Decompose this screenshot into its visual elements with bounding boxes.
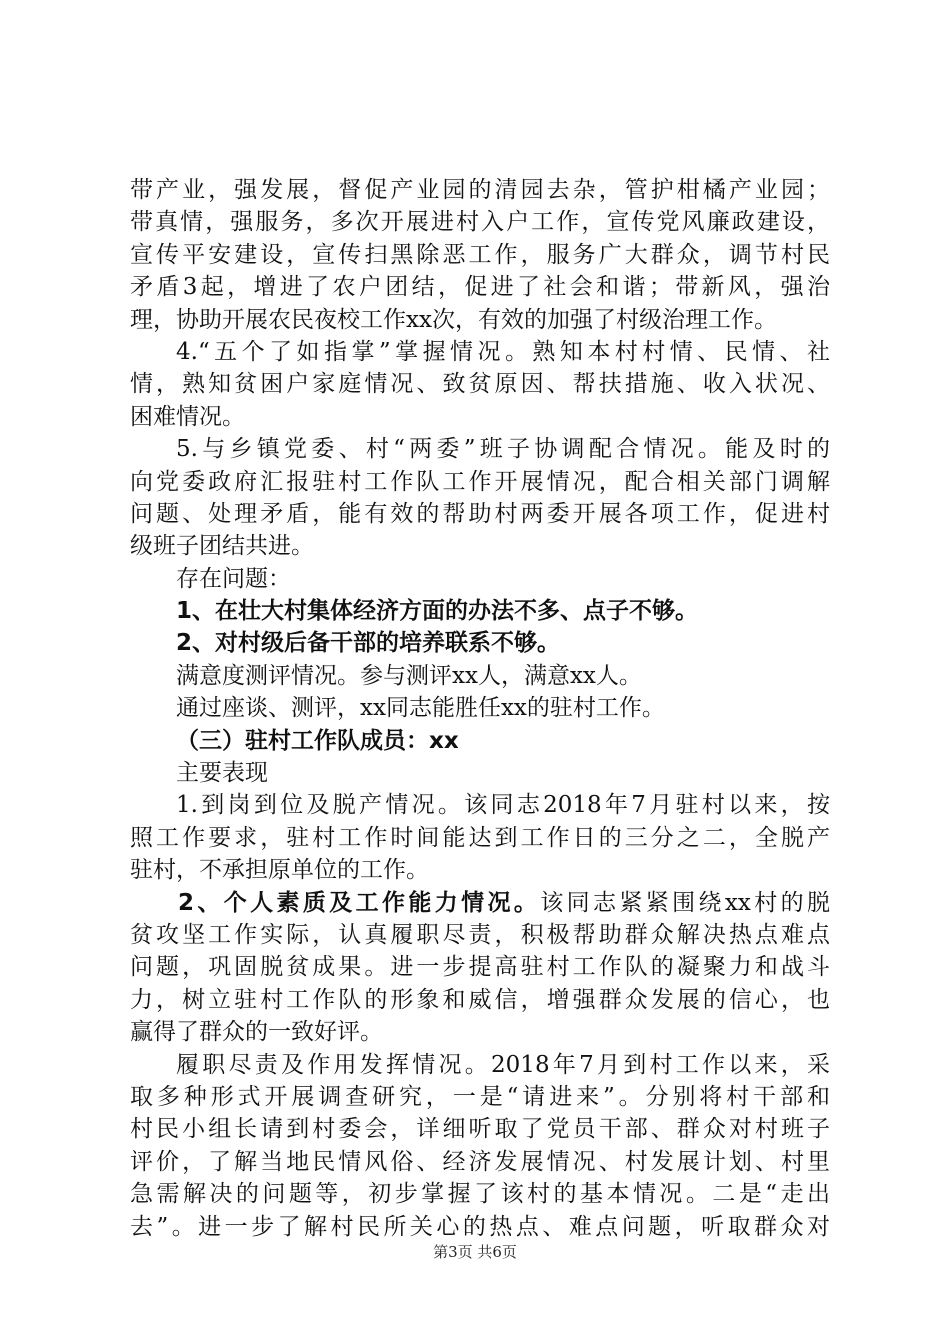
text-line: 力，树立驻村工作队的形象和威信，增强群众发展的信心，也 <box>130 986 830 1013</box>
inline-text: 该同志紧紧围绕xx村的脱 <box>540 889 830 916</box>
text-line: 村民小组长请到村委会，详细听取了党员干部、群众对村班子 <box>130 1116 830 1143</box>
text-line: 问题、处理矛盾，能有效的帮助村两委开展各项工作，促进村 <box>130 500 830 527</box>
text-line: 通过座谈、测评，xx同志能胜任xx的驻村工作。 <box>176 695 665 722</box>
text-line: 赢得了群众的一致好评。 <box>130 1019 383 1046</box>
text-line: 取多种形式开展调查研究，一是“请进来”。分别将村干部和 <box>130 1083 830 1110</box>
text-line: 问题，巩固脱贫成果。进一步提高驻村工作队的凝聚力和战斗 <box>130 954 830 981</box>
text-line: 急需解决的问题等，初步掌握了该村的基本情况。二是“走出 <box>130 1181 830 1208</box>
text-line: 满意度测评情况。参与测评xx人，满意xx人。 <box>176 662 642 689</box>
problem-item: 1、在壮大村集体经济方面的办法不多、点子不够。 <box>176 598 699 625</box>
text-line: 5.与乡镇党委、村“两委”班子协调配合情况。能及时的 <box>176 436 830 463</box>
text-line: 理，协助开展农民夜校工作xx次，有效的加强了村级治理工作。 <box>130 306 777 333</box>
text-line: 履职尽责及作用发挥情况。2018年7月到村工作以来，采 <box>176 1051 830 1078</box>
text-line: 去”。进一步了解村民所关心的热点、难点问题，听取群众对 <box>130 1213 830 1240</box>
text-line: 级班子团结共进。 <box>130 533 314 560</box>
text-line <box>130 887 830 919</box>
text-line: 困难情况。 <box>130 403 245 430</box>
section-label: 主要表现 <box>176 760 268 787</box>
text-line: 照工作要求，驻村工作时间能达到工作日的三分之二，全脱产 <box>130 824 830 851</box>
text-line: 向党委政府汇报驻村工作队工作开展情况，配合相关部门调解 <box>130 468 830 495</box>
text-line: 驻村，不承担原单位的工作。 <box>130 857 429 884</box>
text-line: 带真情，强服务，多次开展进村入户工作，宣传党风廉政建设， <box>130 209 830 236</box>
text-line: 4.“五个了如指掌”掌握情况。熟知本村村情、民情、社 <box>176 338 830 365</box>
text-line: 情，熟知贫困户家庭情况、致贫原因、帮扶措施、收入状况、 <box>130 371 830 398</box>
text-line: 1.到岗到位及脱产情况。该同志2018年7月驻村以来，按 <box>176 792 830 819</box>
text-line: 带产业，强发展，督促产业园的清园去杂，管护柑橘产业园； <box>130 177 830 203</box>
page-footer: 第3页 共6页 <box>433 1243 517 1261</box>
text-line: 贫攻坚工作实际，认真履职尽责，积极帮助群众解决热点难点 <box>130 921 830 948</box>
inline-heading: 2、个人素质及工作能力情况。 <box>178 889 541 916</box>
text-line: 评价，了解当地民情风俗、经济发展情况、村发展计划、村里 <box>130 1148 830 1175</box>
text-line: 矛盾3起，增进了农户团结，促进了社会和谐；带新风，强治 <box>130 274 830 301</box>
section-label: 存在问题： <box>176 565 291 592</box>
section-heading: （三）驻村工作队成员：xx <box>176 727 459 754</box>
text-line: 宣传平安建设，宣传扫黑除恶工作，服务广大群众，调节村民 <box>130 241 830 268</box>
problem-item: 2、对村级后备干部的培养联系不够。 <box>176 630 561 657</box>
document-body <box>130 174 830 1243</box>
